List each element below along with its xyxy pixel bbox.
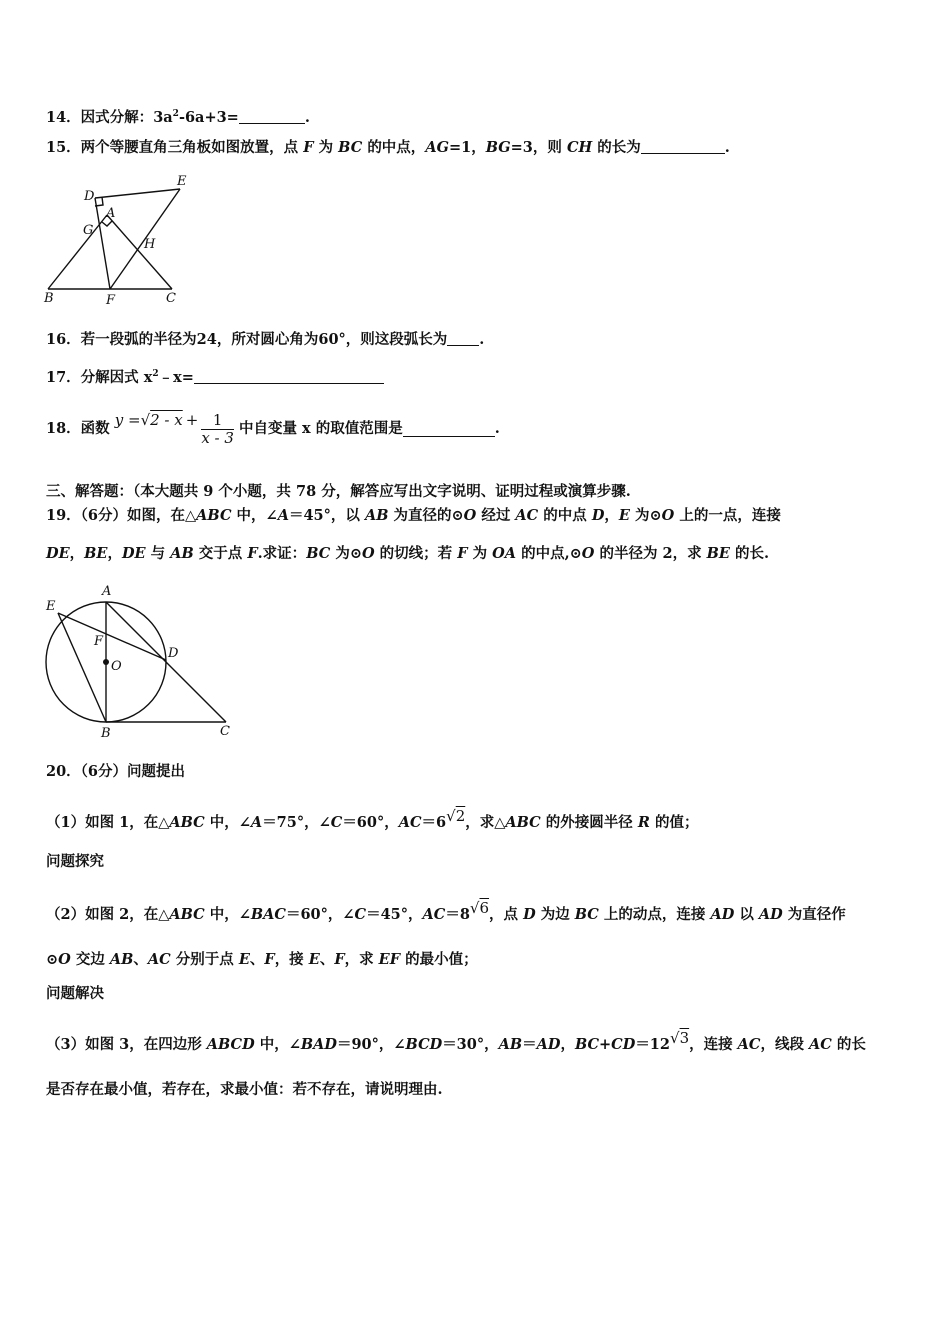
label-F: F [94,634,104,649]
question-20-part-3-cont: 是否存在最小值，若存在，求最小值：若不存在，请说明理由. [46,1081,443,1098]
label-B: B [101,726,111,741]
sqrt-3: √3 [670,1029,690,1047]
label-D: D [168,646,179,661]
figure-q15 [40,170,200,310]
heading-solve: 问题解决 [46,985,104,1002]
fraction-1-over-x-minus-3: $\frac{1}{x - 3}$ [201,410,234,447]
question-20-part-2-cont: ⊙O 交边 AB、AC 分别于点 E、F，接 E、F，求 EF 的最小值； [46,951,478,968]
segment-BA [48,215,107,289]
label-F: F [106,293,116,308]
label-A: A [106,206,116,221]
question-14: 14．因式分解：$3a^2-6a+3=$ . [46,109,310,126]
figure-q19 [40,580,250,745]
label-H: H [144,237,156,252]
segment-AC [106,602,226,722]
question-19-line-1: 19．（6分）如图，在△ABC 中，∠A＝45°，以 AB 为直径的⊙O 经过 AC 的中点 D，E 为⊙O 上的一点，连接 [46,507,781,524]
label-E: E [46,599,56,614]
answer-blank [447,331,479,346]
segment-AC [107,215,172,289]
label-C: C [220,724,230,739]
sqrt-6: √6 [469,899,490,917]
label-D: D [84,189,95,204]
question-17: 17．分解因式 $x^2﹣x=$ [46,364,384,388]
question-16: 16．若一段弧的半径为24，所对圆心角为60°，则这段弧长为 . [46,331,485,348]
question-20-part-3: （3）如图 3，在四边形 ABCD 中，∠BAD＝90°，∠BCD＝30°，AB＝AD，BC+CD＝12√3，连接 AC，线段 AC 的长 [46,1029,866,1053]
label-G: G [83,223,94,238]
answer-blank [641,139,725,154]
center-point-O [103,659,109,665]
label-A: A [102,584,112,599]
question-18: 18．函数 y =√2 - x + $\frac{1}{x - 3}$ 中自变量 x 的取值范围是 . [46,410,500,447]
question-19-line-2: DE，BE，DE 与 AB 交于点 F.求证：BC 为⊙O 的切线；若 F 为 OA 的中点,⊙O 的半径为 2，求 BE 的长. [46,545,770,562]
section-3-heading: 三、解答题：（本大题共 9 个小题，共 78 分，解答应写出文字说明、证明过程或演算步骤. [46,483,631,500]
answer-blank [239,109,305,124]
segment-DE [95,189,180,198]
answer-blank [194,369,384,384]
question-20-part-2: （2）如图 2，在△ABC 中，∠BAC＝60°，∠C＝45°，AC＝8√6，点 D 为边 BC 上的动点，连接 AD 以 AD 为直径作 [46,899,846,923]
heading-explore: 问题探究 [46,853,104,870]
sqrt-2: √2 [446,807,466,825]
question-15: 15．两个等腰直角三角板如图放置，点 F 为 BC 的中点，AG=1，BG=3，则 CH 的长为 . [46,139,730,156]
right-angle-mark-A [102,221,112,226]
question-20-title: 20．（6分）问题提出 [46,763,186,780]
answer-blank [403,422,495,437]
label-C: C [166,291,176,306]
label-E: E [177,174,187,189]
label-B: B [44,291,54,306]
question-20-part-1: （1）如图 1，在△ABC 中，∠A＝75°，∠C＝60°，AC＝6√2，求△ABC 的外接圆半径 R 的值； [46,807,699,831]
label-O: O [111,659,122,674]
